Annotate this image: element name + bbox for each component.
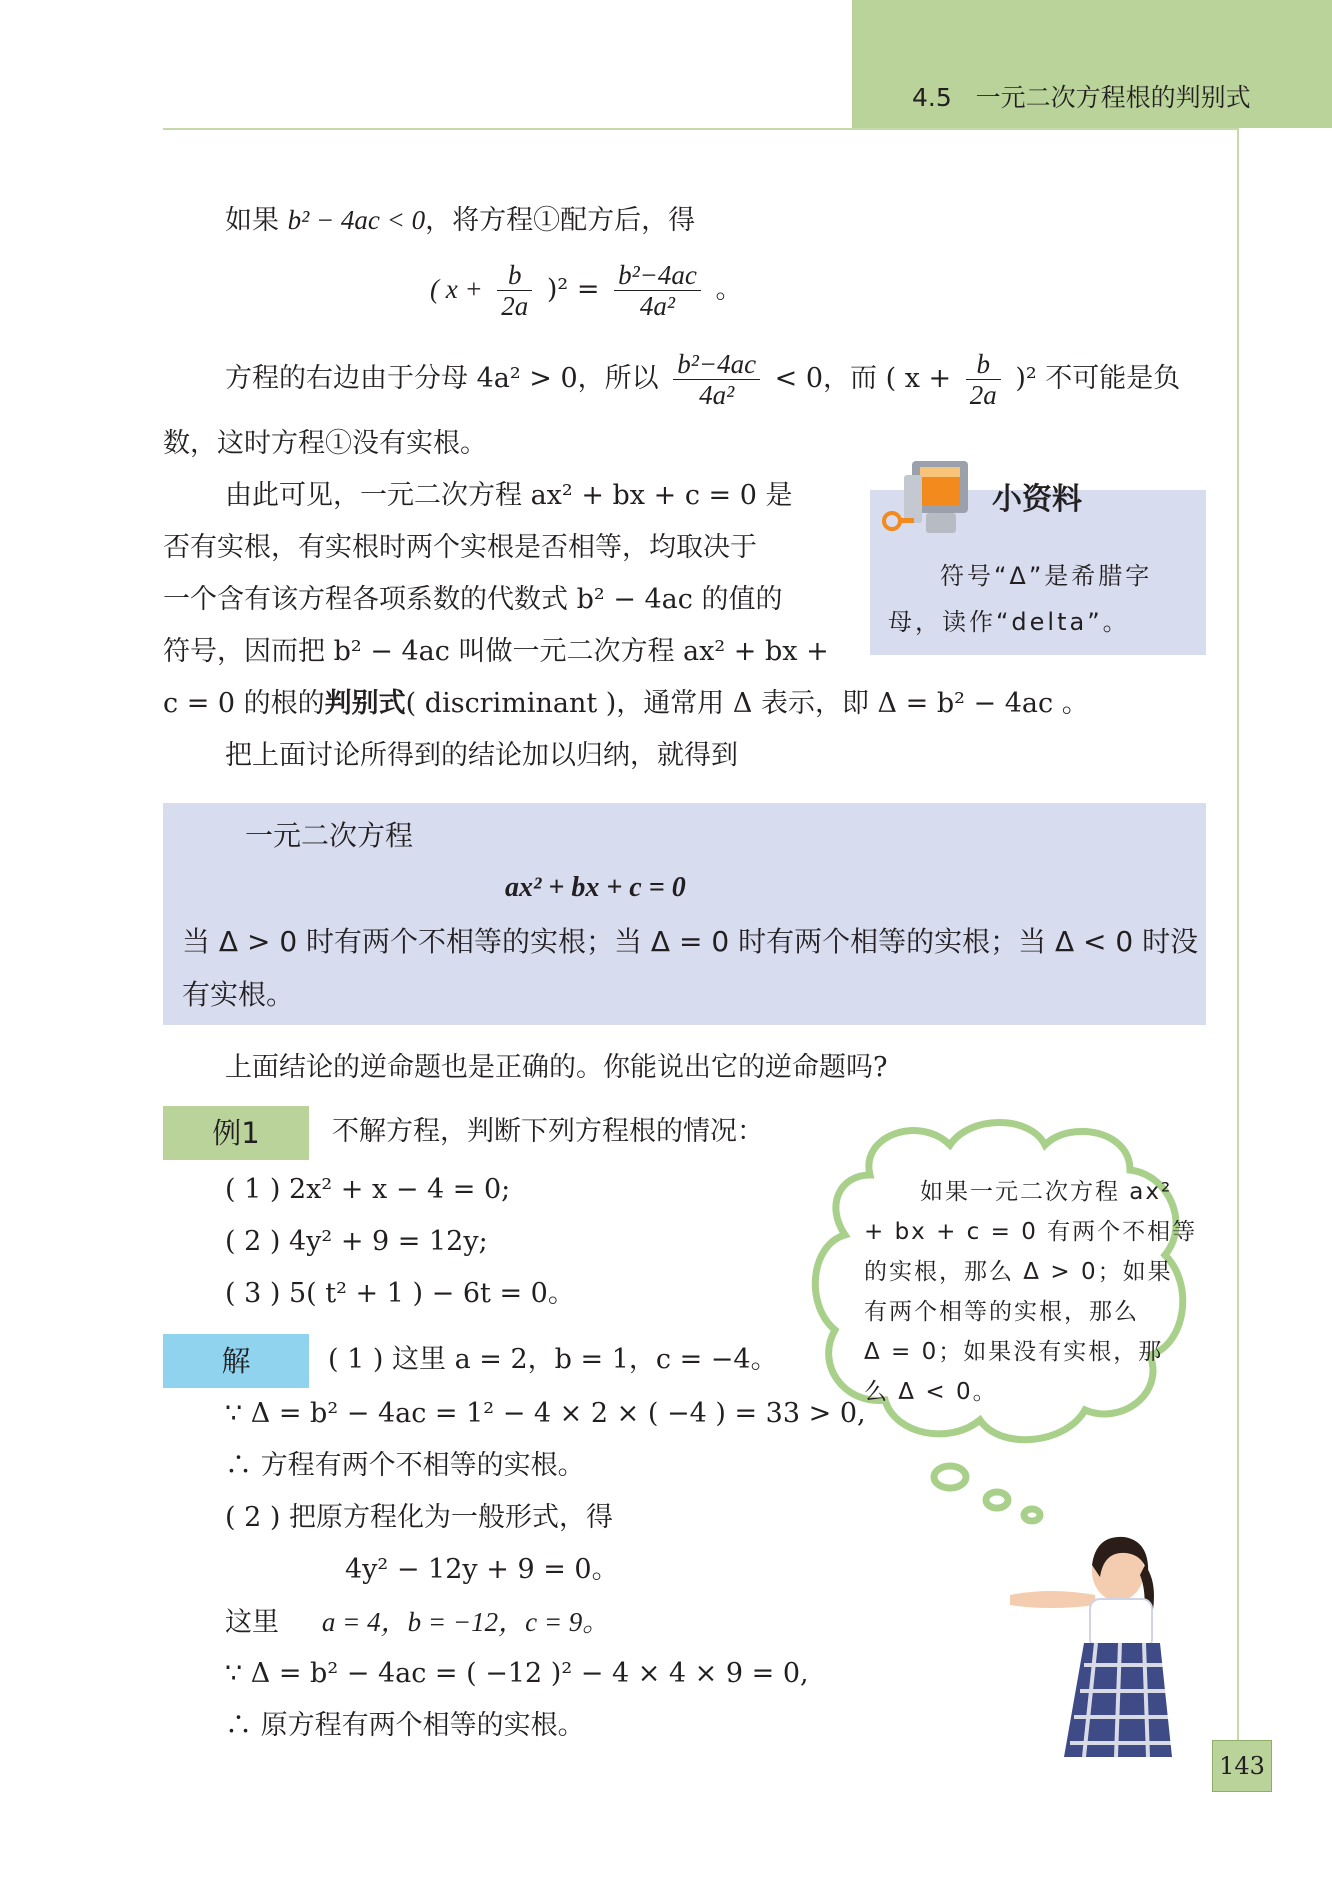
paragraph-3: 数，这时方程①没有实根。 [163,428,487,459]
fraction-discriminant-over-4a2: $\frac{\text{b²−4ac}}{\text{4a²}}$ [614,260,701,321]
fraction-b-over-2a-2: $\frac{b}{2a}$ [966,349,1001,410]
paragraph-4-line-5: c = 0 的根的判别式( discriminant )，通常用 Δ 表示，即 Δ = b² − 4ac 。 [163,688,1089,719]
example-item-3: ( 3 ) 5( t² + 1 ) − 6t = 0。 [225,1278,575,1309]
paragraph-6: 上面结论的逆命题也是正确的。你能说出它的逆命题吗? [225,1052,888,1083]
cloud-line-4: 有两个相等的实根，那么 [864,1299,1139,1325]
equation-completed-square: ( x + $\frac{b}{2a}$ )² = $\frac{\text{b²−4ac}}{\text{4a²}}$ 。 [430,260,743,321]
cloud-line-1: 如果一元二次方程 ax² [920,1179,1173,1205]
girl-illustration [1000,1525,1180,1765]
info-box-title: 小资料 [992,482,1082,517]
summary-line-1: 当 Δ > 0 时有两个不相等的实根；当 Δ = 0 时有两个相等的实根；当 Δ < 0 时没 [182,925,1199,958]
solution-step-8: ∴ 原方程有两个相等的实根。 [225,1710,585,1741]
fraction-discriminant: $\frac{\text{b²−4ac}}{\text{4a²}}$ [673,349,760,410]
solution-step-4: ( 2 ) 把原方程化为一般形式，得 [225,1502,613,1533]
summary-line-2: 有实根。 [182,978,295,1011]
cloud-line-5: Δ = 0；如果没有实根，那 [864,1339,1164,1365]
page-number: 143 [1212,1740,1272,1792]
solution-step-6: 这里 a = 4，b = −12，c = 9。 [225,1607,610,1638]
solution-step-3: ∴ 方程有两个不相等的实根。 [225,1450,585,1481]
fraction-b-over-2a: $\frac{b}{2a}$ [497,260,532,321]
summary-heading: 一元二次方程 [245,819,414,852]
cloud-line-3: 的实根，那么 Δ > 0；如果 [864,1259,1173,1285]
solution-step-1: ( 1 ) 这里 a = 2，b = 1，c = −4。 [328,1344,778,1375]
info-box-line-1: 符号“Δ”是希腊字 [940,562,1153,590]
solution-step-7: ∵ Δ = b² − 4ac = ( −12 )² − 4 × 4 × 9 = 0, [225,1658,809,1689]
example-prompt: 不解方程，判断下列方程根的情况： [332,1116,764,1147]
paragraph-4-line-3: 一个含有该方程各项系数的代数式 b² − 4ac 的值的 [163,584,783,615]
example-tag: 例1 [163,1106,309,1160]
computer-key-icon [882,455,982,545]
cloud-line-6: 么 Δ < 0。 [864,1379,998,1405]
paragraph-2: 方程的右边由于分母 4a² > 0，所以 $\frac{\text{b²−4ac}}{\text{4a²}}$ < 0，而 ( x + $\frac{b}{2a}$ )² 不可能是负 [225,349,1181,410]
section-title: 一元二次方程根的判别式 [975,83,1251,112]
section-header-title [912,78,1251,118]
term-discriminant: 判别式 [324,688,406,719]
solution-step-5: 4y² − 12y + 9 = 0。 [345,1554,619,1585]
paragraph-4-line-1: 由此可见，一元二次方程 ax² + bx + c = 0 是 [225,480,793,511]
info-box-line-2: 母，读作“delta”。 [888,608,1130,636]
solution-step-2: ∵ Δ = b² − 4ac = 1² − 4 × 2 × ( −4 ) = 33 > 0, [225,1398,866,1429]
paragraph-4-line-4: 符号，因而把 b² − 4ac 叫做一元二次方程 ax² + bx + [163,636,829,667]
paragraph-5: 把上面讨论所得到的结论加以归纳，就得到 [225,740,738,771]
example-item-1: ( 1 ) 2x² + x − 4 = 0; [225,1174,511,1205]
example-item-2: ( 2 ) 4y² + 9 = 12y; [225,1226,488,1257]
paragraph-1: 如果 b² − 4ac < 0，将方程①配方后，得 [225,205,696,236]
solution-tag: 解 [163,1334,309,1388]
cloud-line-2: + bx + c = 0 有两个不相等 [864,1219,1198,1245]
condition-expression: b² − 4ac < 0 [287,205,426,235]
summary-equation: ax² + bx + c = 0 [505,872,686,903]
header-divider [163,128,1238,130]
paragraph-4-line-2: 否有实根，有实根时两个实根是否相等，均取决于 [163,532,757,563]
section-number: 4.5 [912,83,952,112]
side-divider [1237,128,1239,1778]
